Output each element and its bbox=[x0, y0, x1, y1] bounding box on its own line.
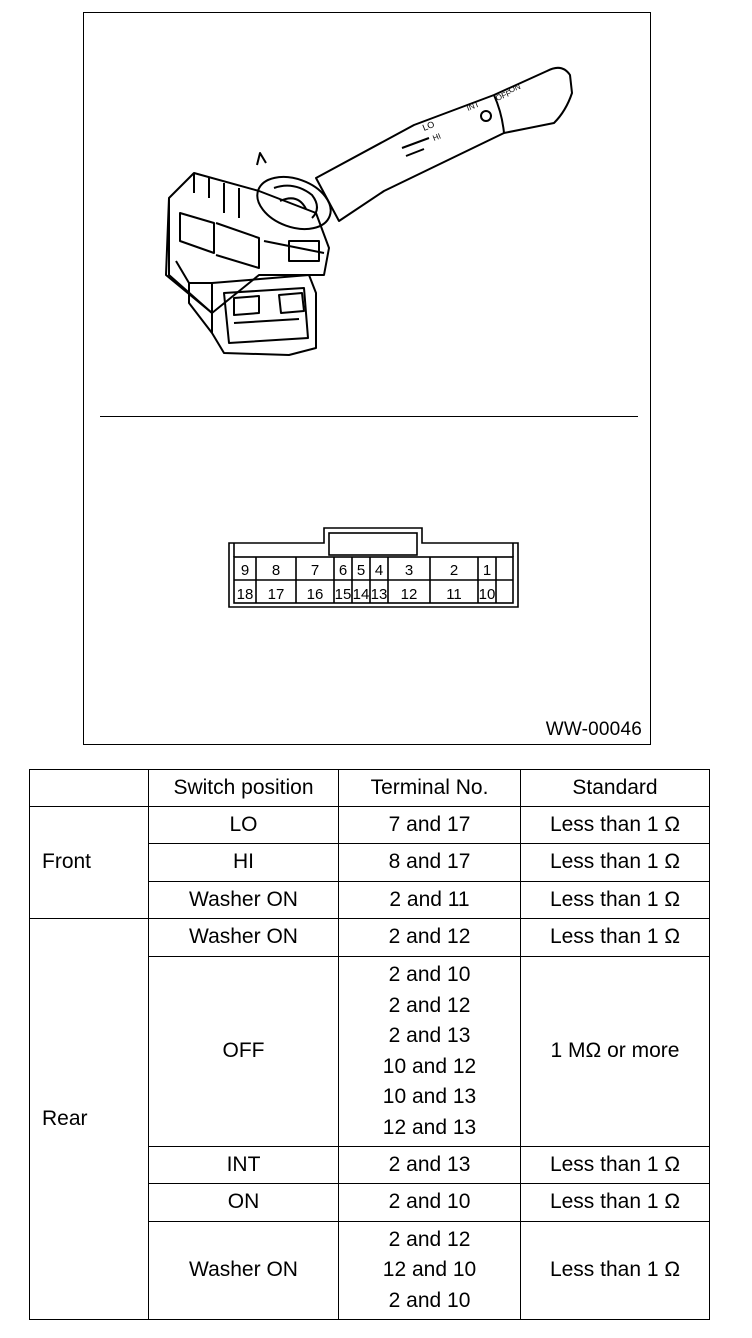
connector-terminal-top: 5 bbox=[356, 562, 366, 579]
resistance-spec-table bbox=[29, 769, 710, 1320]
cell-terminal-no bbox=[339, 844, 521, 882]
connector-cells bbox=[237, 562, 496, 603]
connector-terminal-bottom: 10 bbox=[478, 586, 496, 603]
lever-label-lo: LO bbox=[421, 119, 436, 133]
table-header-row bbox=[30, 770, 710, 807]
terminal-pair: 2 and 12 bbox=[388, 925, 471, 949]
lever-label-on: ON bbox=[507, 82, 522, 95]
header-blank bbox=[30, 770, 149, 807]
cell-terminal-no bbox=[339, 1222, 521, 1320]
cell-terminal-no bbox=[339, 957, 521, 1147]
connector-terminal-bottom: 15 bbox=[334, 586, 352, 603]
connector-terminal-top: 1 bbox=[482, 562, 492, 579]
pivot-knob bbox=[250, 167, 338, 238]
cell-standard: Less than 1 Ω bbox=[521, 1147, 710, 1184]
header-switch-position: Switch position bbox=[149, 770, 339, 807]
cell-switch-position: Washer ON bbox=[149, 1222, 339, 1320]
cell-terminal-no bbox=[339, 1147, 521, 1184]
connector-terminal-top: 3 bbox=[404, 562, 414, 579]
connector-terminal-top: 9 bbox=[240, 562, 250, 579]
cell-terminal-no bbox=[339, 1184, 521, 1222]
connector-terminal-bottom: 13 bbox=[370, 586, 388, 603]
terminal-pair: 12 and 10 bbox=[382, 1258, 477, 1282]
terminal-pair: 12 and 13 bbox=[382, 1115, 477, 1139]
cell-standard: Less than 1 Ω bbox=[521, 844, 710, 882]
terminal-pair: 2 and 11 bbox=[389, 887, 470, 911]
cell-terminal-no bbox=[339, 807, 521, 844]
terminal-pair: 2 and 10 bbox=[388, 963, 471, 986]
terminal-pair: 7 and 17 bbox=[388, 812, 471, 836]
cell-standard: Less than 1 Ω bbox=[521, 882, 710, 919]
terminal-pair: 2 and 12 bbox=[388, 993, 471, 1017]
cell-standard: Less than 1 Ω bbox=[521, 807, 710, 844]
connector-terminal-bottom: 11 bbox=[446, 586, 462, 603]
cell-switch-position: HI bbox=[149, 844, 339, 882]
terminal-pair: 2 and 13 bbox=[388, 1152, 471, 1176]
connector-terminal-top: 4 bbox=[374, 562, 384, 579]
terminal-pair: 2 and 10 bbox=[388, 1288, 471, 1312]
cell-standard: Less than 1 Ω bbox=[521, 1184, 710, 1222]
connector-terminal-top: 7 bbox=[310, 562, 320, 579]
table-row bbox=[30, 807, 710, 844]
header-terminal-no: Terminal No. bbox=[339, 770, 521, 807]
connector-terminal-bottom: 12 bbox=[400, 586, 418, 603]
cell-switch-position: OFF bbox=[149, 957, 339, 1147]
terminal-pair: 2 and 13 bbox=[388, 1024, 471, 1047]
group-label-front: Front bbox=[30, 807, 149, 919]
terminal-pair: 10 and 12 bbox=[382, 1054, 477, 1078]
connector-diagram bbox=[224, 523, 524, 615]
washer-symbol-icon bbox=[481, 111, 491, 121]
cell-standard: Less than 1 Ω bbox=[521, 1222, 710, 1320]
wiper-switch-illustration bbox=[84, 13, 650, 413]
connector-terminal-top: 6 bbox=[338, 562, 348, 579]
lever-label-hi: HI bbox=[431, 131, 443, 143]
table-row bbox=[30, 919, 710, 957]
connector-terminal-bottom: 16 bbox=[306, 586, 324, 603]
cell-terminal-no bbox=[339, 919, 521, 957]
lever-label-int: INT bbox=[465, 99, 481, 113]
terminal-pair: 8 and 17 bbox=[388, 850, 471, 874]
figure-frame bbox=[83, 12, 651, 745]
lever-stalk bbox=[316, 68, 572, 221]
cell-switch-position: Washer ON bbox=[149, 882, 339, 919]
cell-switch-position: ON bbox=[149, 1184, 339, 1222]
header-standard: Standard bbox=[521, 770, 710, 807]
connector-terminal-bottom: 14 bbox=[352, 586, 370, 603]
terminal-pair: 2 and 12 bbox=[388, 1227, 471, 1251]
connector-terminal-bottom: 17 bbox=[267, 586, 285, 603]
figure-code: WW-00046 bbox=[545, 719, 642, 740]
cell-switch-position: LO bbox=[149, 807, 339, 844]
connector-terminal-bottom: 18 bbox=[236, 586, 254, 603]
connector-terminal-top: 2 bbox=[449, 562, 459, 579]
terminal-pair: 10 and 13 bbox=[382, 1085, 477, 1108]
connector-terminal-top: 8 bbox=[271, 562, 281, 579]
cell-switch-position: INT bbox=[149, 1147, 339, 1184]
cell-standard: 1 MΩ or more bbox=[521, 957, 710, 1147]
connector-housing bbox=[212, 275, 316, 355]
group-label-rear: Rear bbox=[30, 919, 149, 1320]
figure-divider bbox=[100, 416, 638, 417]
cell-switch-position: Washer ON bbox=[149, 919, 339, 957]
terminal-pair: 2 and 10 bbox=[388, 1190, 471, 1214]
table-body bbox=[30, 807, 710, 1320]
cell-standard: Less than 1 Ω bbox=[521, 919, 710, 957]
cell-terminal-no bbox=[339, 882, 521, 919]
lever-label-off: OFF bbox=[494, 88, 513, 103]
